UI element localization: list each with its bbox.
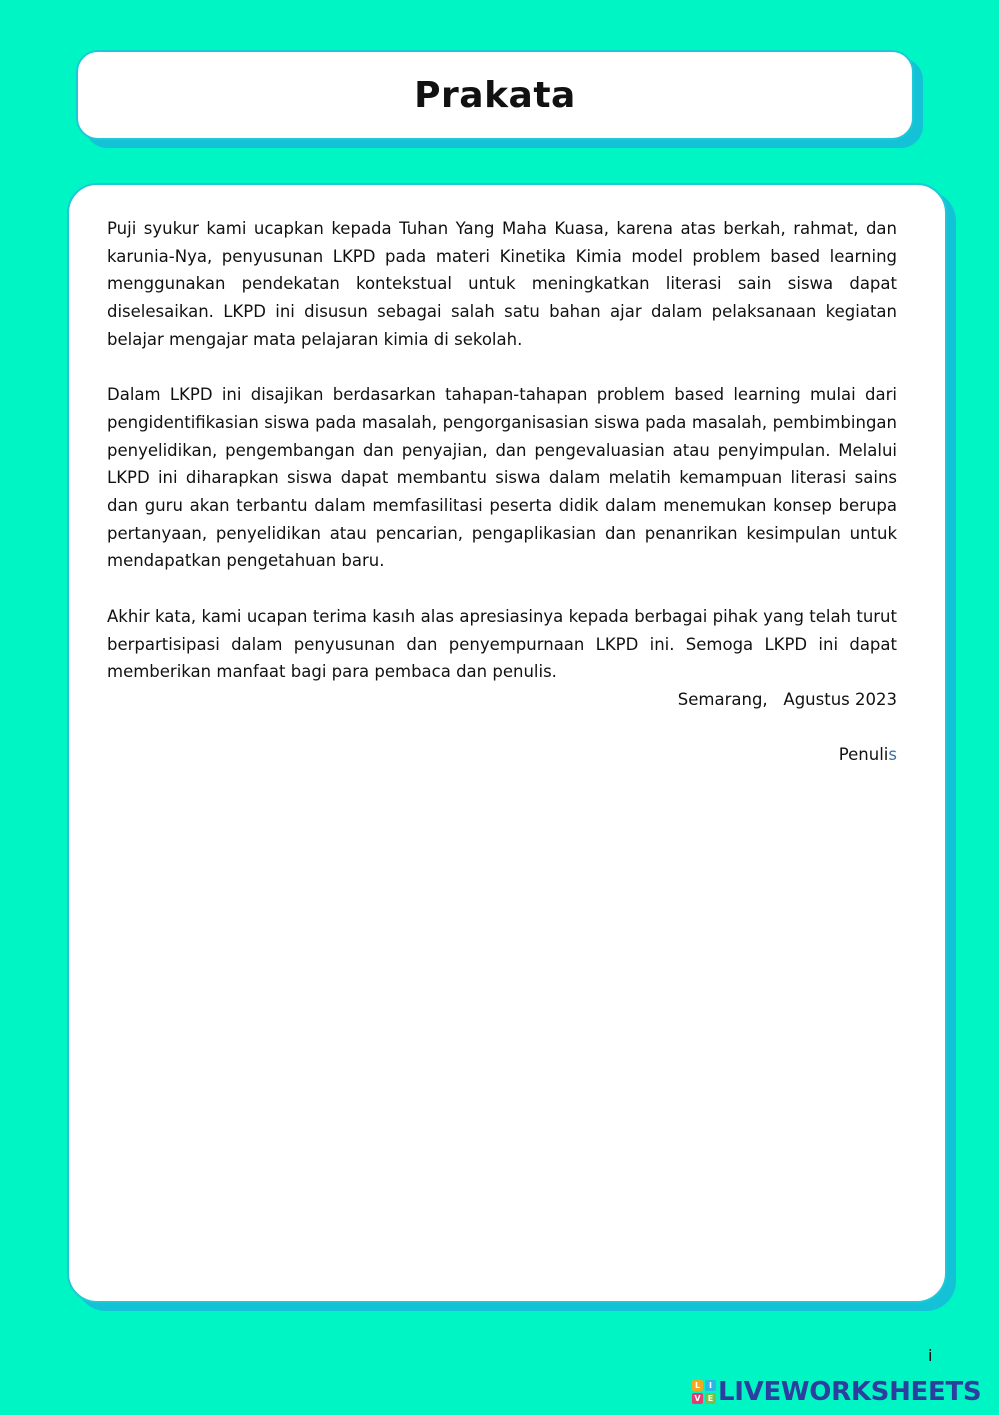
liveworksheets-logo	[692, 1377, 981, 1407]
paragraph-1: Puji syukur kami ucapkan kepada Tuhan Yang Maha Kuasa, karena atas berkah, rahmat, dan karunia-Nya, penyusunan LKPD pada materi Kinetika Kimia model problem based learning menggunakan pendekatan kontekstual untuk meningkatkan literasi sain siswa dapat diselesaikan. LKPD ini disusun sebagai salah satu bahan ajar dalam pelaksanaan kegiatan belajar mengajar mata pelajaran kimia di sekolah.	[107, 219, 897, 349]
watermark-text: LIVEWORKSHEETS	[718, 1377, 982, 1407]
logo-block-i: I	[705, 1380, 716, 1391]
logo-block-l: L	[692, 1380, 703, 1391]
logo-block-v: V	[692, 1393, 703, 1404]
author-signature	[107, 741, 897, 769]
title-banner	[76, 50, 914, 140]
paragraph-2: Dalam LKPD ini disajikan berdasarkan tahapan-tahapan problem based learning mulai dari pengidentifikasian siswa pada masalah, pengorganisasian siswa pada masalah, pembimbingan penyelidikan, pengembangan dan penyajian, dan pengevaluasian atau penyimpulan. Melalui LKPD ini diharapkan siswa dapat membantu siswa dalam melatih kemampuan literasi sains dan guru akan terbantu dalam memfasilitasi peserta didik dalam menemukan konsep berupa pertanyaan, penyelidikan atau pencarian, pengaplikasian dan penanrikan kesimpulan untuk mendapatkan pengetahuan baru.	[107, 385, 897, 571]
logo-blocks-icon	[692, 1380, 716, 1404]
place-date: Semarang, Agustus 2023	[677, 689, 897, 709]
paragraph-3: Akhir kata, kami ucapan terima kasıh alas apresiasinya kepada berbagai pihak yang telah turut berpartisipasi dalam penyusunan dan penyempurnaan LKPD ini. Semoga LKPD ini dapat memberikan manfaat bagi para pembaca dan penulis.	[107, 606, 897, 682]
content-card	[67, 183, 947, 1303]
page-title: Prakata	[414, 74, 576, 116]
preface-text	[107, 215, 897, 769]
logo-block-e: E	[705, 1393, 716, 1404]
page-number: i	[928, 1346, 933, 1365]
author-name-last-letter: s	[888, 745, 897, 765]
author-name: Penuli	[838, 745, 889, 765]
